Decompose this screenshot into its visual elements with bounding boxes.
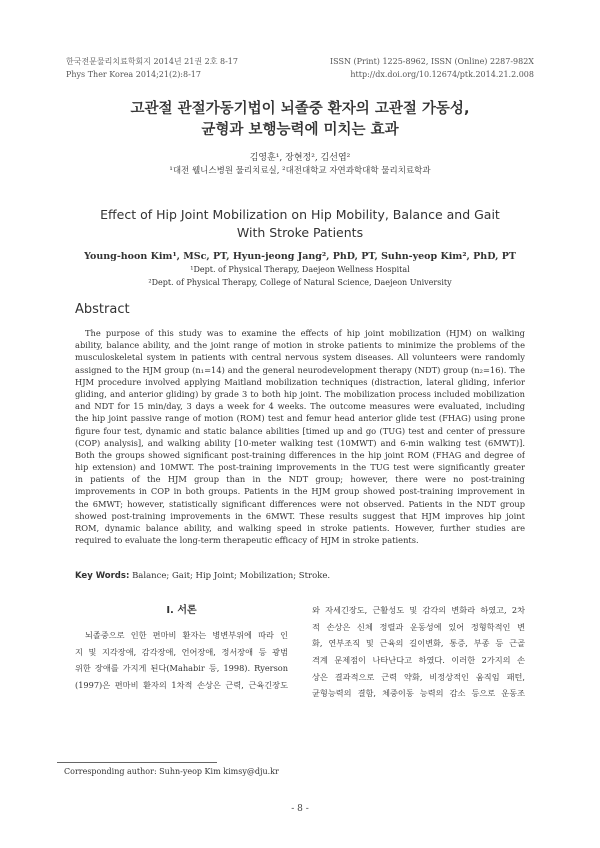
body-line: 균형능력의 결함, 체중이동 능력의 감소 등으로 운동조 — [312, 688, 525, 699]
keywords — [75, 571, 330, 581]
body-column-left — [75, 627, 288, 694]
abstract-line: improvements in COP in both groups. Patients in the HJM group showed post-training improvement in — [75, 486, 525, 497]
abstract-line: the 6MWT; however, statistically significant differences were not observed. Patients in the NDT group — [75, 498, 525, 509]
english-affiliations — [40, 264, 560, 289]
abstract-line: hip extension) and 10MWT. The post-training improvements in the TUG test were significantly greater — [75, 462, 525, 473]
affiliation-line: ¹Dept. of Physical Therapy, Daejeon Wellness Hospital — [190, 265, 410, 274]
abstract-heading: Abstract — [75, 302, 130, 317]
abstract-line: The purpose of this study was to examine the effects of hip joint mobilization (HJM) on walking — [85, 328, 525, 338]
footnote-divider — [57, 762, 217, 763]
abstract-line: assigned to the HJM group (n₁=14) and the general neurodevelopment therapy (NDT) group (n₂=16). The — [75, 364, 525, 375]
abstract-line: required to evaluate the long-term therapeutic efficacy of HJM in stroke patients. — [75, 535, 419, 546]
english-title — [40, 206, 560, 242]
abstract-line: gliding, and anterior gliding) by grade 3 to both hip joint. The mobilization process included mobilization — [75, 388, 525, 399]
korean-affiliation: ¹대전 웰니스병원 물리치료실, ²대전대학교 자연과학대학 물리치료학과 — [169, 166, 431, 176]
korean-title-line: 고관절 관절가동기법이 뇌졸중 환자의 고관절 가동성, — [130, 101, 470, 117]
abstract-line: in patients of the HJM group than in the NDT group; however, there were no post-training — [75, 474, 525, 485]
body-line: 지 및 지각장애, 감각장애, 언어장애, 정서장애 등 광범 — [75, 646, 288, 657]
body-line: (1997)은 편마비 환자의 1차적 손상은 근력, 근육긴장도 — [75, 680, 288, 691]
abstract-line: (COP) analysis], and walking ability [10-meter walking test (10MWT) and 6-min walking test (6MWT)]. — [75, 437, 525, 448]
body-line: 위한 장애를 가지게 된다(Mahabir 등, 1998). Ryerson — [75, 663, 288, 674]
keywords-label: Key Words: — [75, 571, 130, 581]
body-column-right — [312, 602, 525, 702]
journal-citation-english: Phys Ther Korea 2014;21(2):8-17 — [66, 69, 201, 79]
abstract-line: figure four test, dynamic and static balance abilities [timed up and go (TUG) test and center of pressure — [75, 425, 525, 436]
body-line: 상은 결과적으로 근력 약화, 비정상적인 움직임 패턴, — [312, 671, 525, 682]
abstract-line: musculoskeletal system in patients with central nervous system diseases. All volunteers were randomly — [75, 352, 525, 363]
body-line: 와 자세긴장도, 근활성도 및 감각의 변화라 하였고, 2차 — [312, 605, 525, 615]
journal-citation-korean: 한국전문물리치료학회지 2014년 21권 2호 8-17 — [66, 57, 238, 66]
page-number: - 8 - — [291, 804, 309, 814]
english-title-line: With Stroke Patients — [236, 225, 364, 240]
abstract-line: ROM, dynamic balance ability, and walking speed in stroke patients. However, further studies are — [75, 523, 525, 533]
body-line: 화, 연부조직 및 근육의 길이변화, 통증, 부종 등 근골 — [312, 638, 525, 649]
body-line: 적 손상은 신체 정렬과 운동성에 있어 정형학적인 변 — [312, 621, 525, 632]
korean-authors: 김영훈¹, 장현정², 김선엽² — [249, 153, 351, 163]
abstract-line: and NDT for 15 min/day, 3 days a week for 4 weeks. The outcome measures were evaluated, including — [75, 401, 525, 412]
corresponding-author-footnote: Corresponding author: Suhn-yeop Kim kimsy@dju.kr — [64, 767, 279, 776]
english-authors: Young-hoon Kim¹, MSc, PT, Hyun-jeong Jang², PhD, PT, Suhn-yeop Kim², PhD, PT — [84, 251, 516, 262]
issn-line: ISSN (Print) 1225-8962, ISSN (Online) 2287-982X — [330, 57, 534, 66]
keywords-text: Balance; Gait; Hip Joint; Mobilization; Stroke. — [132, 571, 331, 581]
doi-link[interactable]: http://dx.doi.org/10.12674/ptk.2014.21.2.008 — [350, 69, 534, 79]
abstract-line: showed post-training improvements in the 6MWT. These results suggest that HJM improves hip joint — [75, 510, 525, 521]
body-line: 뇌졸중으로 인한 편마비 환자는 병변부위에 따라 인 — [85, 630, 288, 640]
abstract-line: Both the groups showed significant post-training differences in the hip joint ROM (FHAG and degree of — [75, 449, 525, 460]
korean-title — [40, 99, 560, 141]
running-header — [66, 56, 534, 81]
abstract-body — [75, 327, 525, 546]
abstract-line: the hip joint passive range of motion (ROM) test and femur head anterior glide test (FHAG) using prone — [75, 413, 525, 424]
abstract-line: HJM procedure involved applying Maitland mobilization techniques (distraction, lateral gliding, inferior — [75, 376, 525, 387]
english-title-line: Effect of Hip Joint Mobilization on Hip Mobility, Balance and Gait — [100, 207, 500, 222]
body-line: 격계 문제점이 나타난다고 하였다. 이러한 2가지의 손 — [312, 655, 525, 666]
abstract-line: ability, balance ability, and the joint range of motion in stroke patients to minimize the problems of the — [75, 340, 525, 351]
section-heading-introduction: Ⅰ. 서론 — [166, 605, 197, 616]
affiliation-line: ²Dept. of Physical Therapy, College of Natural Science, Daejeon University — [148, 277, 452, 287]
korean-title-line: 균형과 보행능력에 미치는 효과 — [201, 122, 399, 138]
